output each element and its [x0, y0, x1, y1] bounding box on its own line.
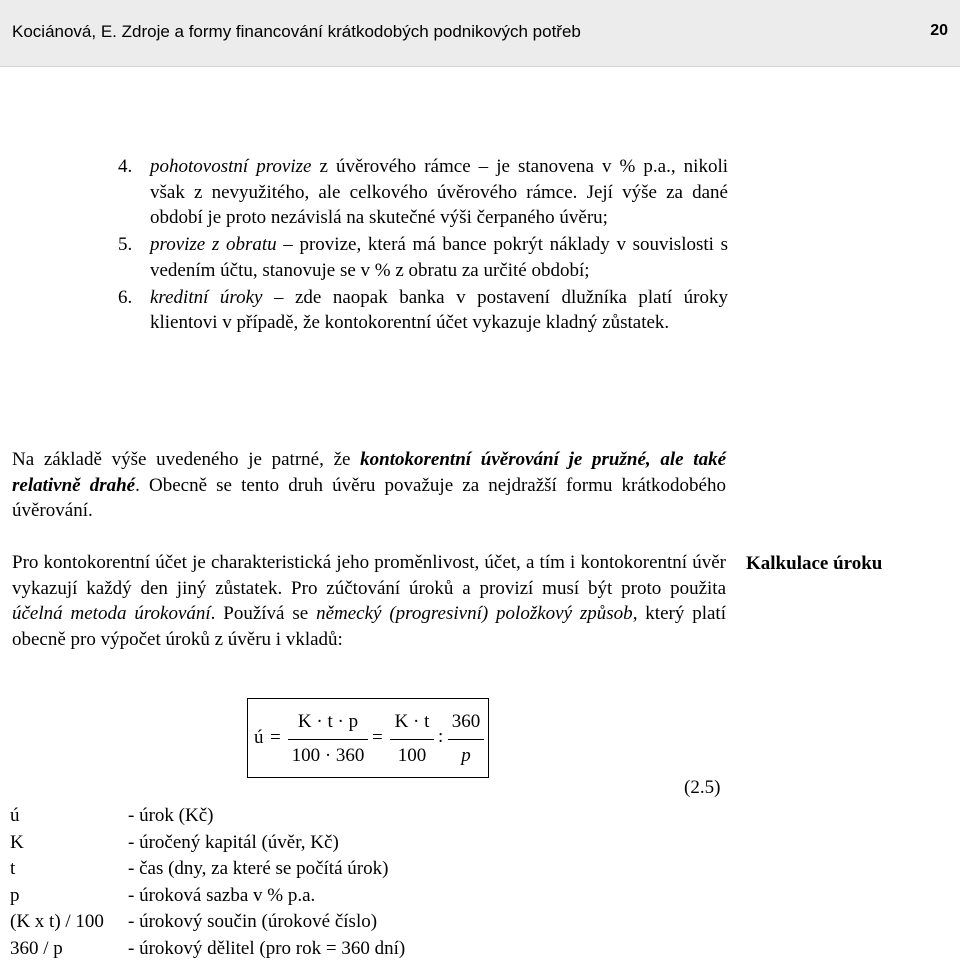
legend-row	[10, 883, 405, 910]
margin-note: Kalkulace úroku	[746, 553, 883, 574]
paragraph-text: . Používá se	[210, 603, 317, 625]
legend-description: - čas (dny, za které se počítá úrok)	[128, 858, 389, 880]
list-item	[118, 232, 728, 283]
page-number: 20	[930, 22, 948, 39]
legend-symbol: ú	[10, 805, 20, 826]
formula-colon: :	[438, 726, 444, 747]
formula-numerator: K · t	[394, 711, 430, 732]
list-item	[118, 285, 728, 336]
paragraph-text: Na základě výše uvedeného je patrné, že	[12, 449, 361, 470]
formula-numerator: 360	[451, 711, 481, 732]
paragraph-italic: německý (progresivní) položkový způsob	[316, 603, 633, 625]
formula-equals: =	[372, 727, 383, 748]
legend-row	[10, 909, 405, 936]
fee-list	[118, 154, 728, 337]
formula-denominator: 100	[397, 745, 427, 766]
legend-description: - úrokový součin (úrokové číslo)	[128, 911, 378, 933]
legend-symbol: t	[10, 858, 16, 880]
legend-description: - úroková sazba v % p.a.	[128, 884, 316, 906]
interest-formula	[247, 698, 489, 778]
formula-denominator: p	[461, 745, 471, 766]
page-header	[0, 0, 960, 67]
formula-equals: =	[270, 727, 281, 748]
equation-number: (2.5)	[684, 777, 721, 798]
formula-lhs: ú	[254, 727, 264, 748]
list-text: z úvěrového rámce – je stanovena v % p.a., nikoli však z nevyužitého, ale celkového úvěrového rámce. Její výše za dané období je proto nezávislá na skutečné výši čerpaného úvěru;	[150, 156, 728, 229]
legend-row	[10, 803, 405, 830]
legend-description: - úročený kapitál (úvěr, Kč)	[128, 831, 339, 853]
paragraph-text: , který platí obecně pro výpočet úroků z úvěru i vkladů:	[12, 603, 726, 651]
list-item	[118, 154, 728, 231]
list-term: pohotovostní provize	[150, 156, 312, 177]
legend-symbol: K	[10, 831, 24, 853]
variable-legend	[10, 803, 405, 963]
legend-row	[10, 856, 405, 883]
legend-description: - úrokový dělitel (pro rok = 360 dní)	[128, 937, 406, 959]
legend-symbol: (K x t) / 100	[10, 911, 104, 933]
formula-denominator: 100 · 360	[291, 745, 365, 766]
formula-numerator: K · t · p	[297, 711, 359, 732]
list-number: 4.	[118, 156, 133, 177]
header-title: Kociánová, E. Zdroje a formy financování krátkodobých podnikových potřeb	[12, 22, 581, 41]
paragraph-summary	[12, 447, 726, 524]
list-text: – provize, která má bance pokrýt náklady v souvislosti s vedením účtu, stanovuje se v % z obratu za určité období;	[150, 234, 728, 281]
fraction-bar	[448, 739, 484, 740]
list-term: provize z obratu	[150, 234, 277, 256]
legend-row	[10, 830, 405, 857]
paragraph-interest-method	[12, 550, 726, 653]
list-number: 5.	[118, 234, 133, 256]
paragraph-italic: účelná metoda úrokování	[12, 603, 211, 625]
list-term: kreditní úroky	[150, 286, 263, 308]
legend-row	[10, 936, 405, 963]
legend-description: - úrok (Kč)	[128, 805, 214, 826]
paragraph-text: Pro kontokorentní účet je charakteristická jeho proměnlivost, účet, a tím i kontokorentní úvěr vykazují každý den jiný zůstatek. Pro zúčtování úroků a provizí musí být proto použita	[12, 552, 726, 599]
paragraph-emphasis: kontokorentní úvěrování je pružné, ale také relativně drahé	[12, 449, 727, 496]
legend-symbol: p	[10, 884, 20, 906]
paragraph-text: . Obecně se tento druh úvěru považuje za nejdražší formu krátkodobého úvěrování.	[12, 474, 726, 522]
legend-symbol: 360 / p	[10, 937, 63, 959]
list-number: 6.	[118, 286, 133, 308]
list-text: – zde naopak banka v postavení dlužníka platí úroky klientovi v případě, že kontokorentní účet vykazuje kladný zůstatek.	[150, 286, 729, 334]
fraction-bar	[288, 739, 368, 740]
fraction-bar	[390, 739, 434, 740]
